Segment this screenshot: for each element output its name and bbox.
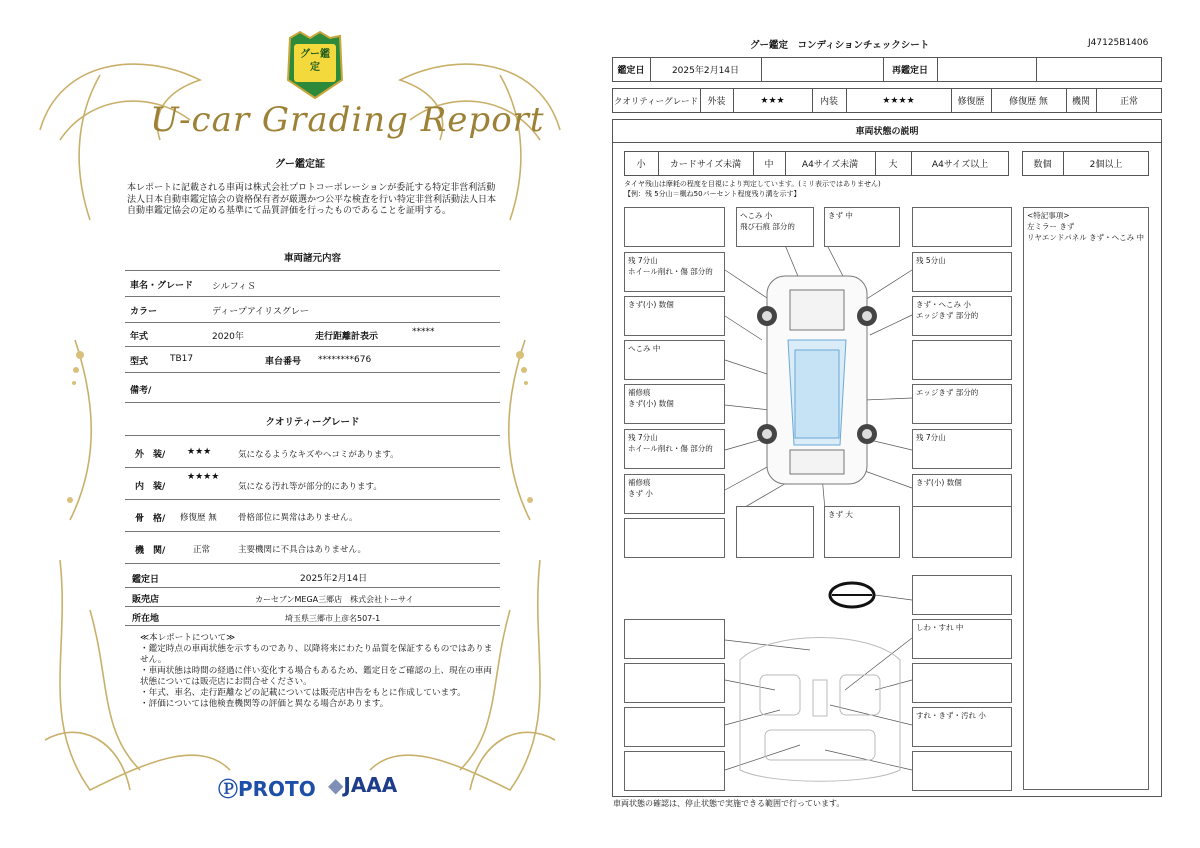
remarks-label: 備考/ [130,386,152,396]
damage-box [624,429,725,469]
divider [125,467,500,468]
special-line: 左ミラー きず [1027,222,1075,231]
cert-title: グー鑑定証 [275,159,325,170]
ext-label: 外 装/ [135,450,166,460]
int-value: ★★★★ [882,95,915,106]
specs-title: 車両諸元内容 [283,253,341,264]
divider [125,625,500,626]
damage-box [912,751,1012,791]
name-label: 車名・グレード [130,281,194,291]
divider [125,531,500,532]
damage-text: 残 7分山 [916,433,946,442]
damage-box [912,384,1012,424]
damage-text: 補修痕 [628,388,651,397]
condition-check-sheet [600,0,1200,848]
reappraisal-label: 再鑑定日 [891,66,928,76]
divider [125,296,500,297]
mileage-label: 走行距離計表示 [315,332,379,342]
date-value: 2025年2月14日 [300,574,368,584]
damage-box [912,707,1012,747]
interior-sketch [740,638,900,782]
damage-box [624,663,725,703]
repair-label: 修復歴 [957,97,985,107]
damage-text: エッジきず 部分的 [916,388,979,397]
damage-text: 残 5分山 [916,256,946,265]
divider [125,372,500,373]
damage-box [624,474,725,514]
count-label: 数個 [1033,160,1052,170]
int-label: 内 装/ [135,482,166,492]
damage-text: すれ・きず・汚れ 小 [916,711,986,720]
engine-value: 正常 [193,545,211,555]
divider [125,499,500,500]
damage-text: へこみ 小 [740,211,773,220]
damage-text: ホイール削れ・傷 部分的 [628,444,713,453]
date-label: 鑑定日 [617,66,645,76]
proto-logo-text: PROTO [238,777,316,801]
mileage-value: ***** [412,327,435,337]
int-stars: ★★★★ [187,472,220,482]
damage-text: へこみ 中 [628,344,661,353]
divider [125,270,500,271]
damage-text: きず(小) 数個 [628,399,674,408]
year-label: 年式 [130,332,149,342]
sheet-id: J47125B1406 [1088,38,1149,48]
address-value: 埼玉県三郷市上彦名507-1 [285,614,381,623]
damage-box [912,506,1012,558]
frame-text: 骨格部位に異常はありません。 [238,513,358,523]
quality-title: クオリティーグレード [265,417,360,428]
chassis-label: 車台番号 [265,357,302,367]
tire-note-2: 【例：残 5分山＝概ね50パーセント程度残り溝を示す】 [624,190,801,198]
ext-text: 気になるようなキズやヘコミがあります。 [238,450,399,460]
special-line: リヤエンドパネル きず・へこみ 中 [1027,233,1144,242]
quality-grade-label: クオリティーグレード [613,96,699,107]
jaaa-logo-text: JAAA [343,773,398,797]
ext-label: 外装 [707,97,726,107]
damage-text: きず(小) 数個 [628,300,674,309]
damage-box [624,340,725,380]
model-value: TB17 [170,354,194,364]
footer-note: 車両状態の確認は、停止状態で実施できる範囲で行っています。 [613,799,845,808]
size-mid-desc: A4サイズ未満 [801,160,859,170]
int-label: 内装 [819,97,838,107]
damage-box [624,619,725,659]
damage-text: 残 7分山 [628,256,658,265]
damage-text: きず・へこみ 小 [916,300,971,309]
damage-box [624,707,725,747]
notes-title: ≪本レポートについて≫ [140,633,236,643]
damage-box [624,252,725,292]
damage-box [824,506,900,558]
size-large: 大 [888,160,898,170]
notes [140,633,495,710]
jaaa-logo: ◆JAAA [328,773,398,797]
address-label: 所在地 [132,614,160,624]
ext-value: ★★★ [760,95,785,106]
divider [125,346,500,347]
year-value: 2020年 [212,332,244,342]
chassis-value: ********676 [318,355,372,365]
damage-box [624,518,725,558]
note-item: ・年式、車名、走行距離などの記載については販売店申告をもとに作成しています。 [140,688,466,698]
damage-box [912,340,1012,380]
damage-text: きず 小 [628,489,653,498]
size-small-desc: カードサイズ未満 [669,160,742,170]
damage-box [624,751,725,791]
badge-text: グー鑑定 [300,49,330,73]
damage-box [736,506,814,558]
size-large-desc: A4サイズ以上 [931,160,989,170]
damage-box [912,575,1012,615]
damage-text: きず 大 [828,510,853,519]
cert-body: 本レポートに記載される車両は株式会社プロトコーポレーションが委託する特定非営利活動法人日本自動車鑑定協会の資格保有者が厳選かつ公平な検査を行い特定非営利活動法人日本自動車鑑定協会の定める基準にて品質評価を行ったものであることを証明する。 [127,183,497,216]
damage-text: 残 7分山 [628,433,658,442]
count-desc: 2個以上 [1089,160,1123,170]
note-item: ・評価については他検査機関等の評価と異なる場合があります。 [140,699,389,709]
int-text: 気になる汚れ等が部分的にあります。 [238,482,382,492]
damage-box [912,663,1012,703]
damage-box [624,207,725,247]
model-label: 型式 [130,357,149,367]
divider [125,563,500,564]
car-top-view [767,276,867,484]
size-mid: 中 [764,160,774,170]
steering-wheel-icon [830,583,874,607]
damage-text: エッジきず 部分的 [916,311,979,320]
frame-value: 修復歴 無 [180,513,217,523]
damage-text: しわ・すれ 中 [916,623,964,632]
proto-logo: ⓅPROTO [218,777,316,801]
color-label: カラー [130,307,158,317]
note-item: ・車両状態は時間の経過に伴い変化する場合もあるため、鑑定日をご確認の上、現在の車両状態については販売店にお問合せください。 [140,666,493,687]
engine-label: 機関 [1071,97,1090,107]
divider [125,435,500,436]
date-value: 2025年2月14日 [671,66,740,76]
damage-text: 飛び石痕 部分的 [740,222,795,231]
frame-label: 骨 格/ [135,514,166,524]
engine-value: 正常 [1119,97,1138,107]
divider [125,322,500,323]
divider [125,606,500,607]
damage-box [624,296,725,336]
damage-box [624,384,725,424]
damage-box [912,429,1012,469]
damage-box [736,207,814,247]
script-title: U-car Grading Report [150,100,545,140]
explain-title: 車両状態の説明 [612,119,1162,143]
damage-text: きず 中 [828,211,853,220]
damage-box [912,619,1012,659]
engine-label: 機 関/ [135,546,166,556]
tire-note-1: タイヤ残山は摩耗の程度を目視により判定しています。(ミリ表示ではありません) [624,180,881,188]
divider [125,402,500,403]
dealer-value: カーセブンMEGA三郷店 株式会社トーサイ [255,595,414,604]
sheet-title: グー鑑定 コンディションチェックシート [750,40,930,51]
damage-text: 補修痕 [628,478,651,487]
damage-box [912,207,1012,247]
engine-text: 主要機関に不具合はありません。 [238,545,367,555]
divider [125,587,500,588]
damage-text: ホイール削れ・傷 部分的 [628,267,713,276]
damage-box [912,296,1012,336]
ext-stars: ★★★ [187,447,212,457]
damage-box [824,207,900,247]
damage-box [912,252,1012,292]
repair-value: 修復歴 無 [1009,97,1048,107]
dealer-label: 販売店 [132,595,160,605]
special-title: <特記事項> [1027,211,1070,220]
damage-text: きず(小) 数個 [916,478,962,487]
color-value: ディープアイリスグレー [212,307,309,317]
size-small: 小 [636,160,646,170]
date-label: 鑑定日 [132,575,160,585]
note-item: ・鑑定時点の車両状態を示すものであり、以降将来にわたり品質を保証するものではありません。 [140,644,493,665]
name-value: シルフィＳ [212,282,257,292]
